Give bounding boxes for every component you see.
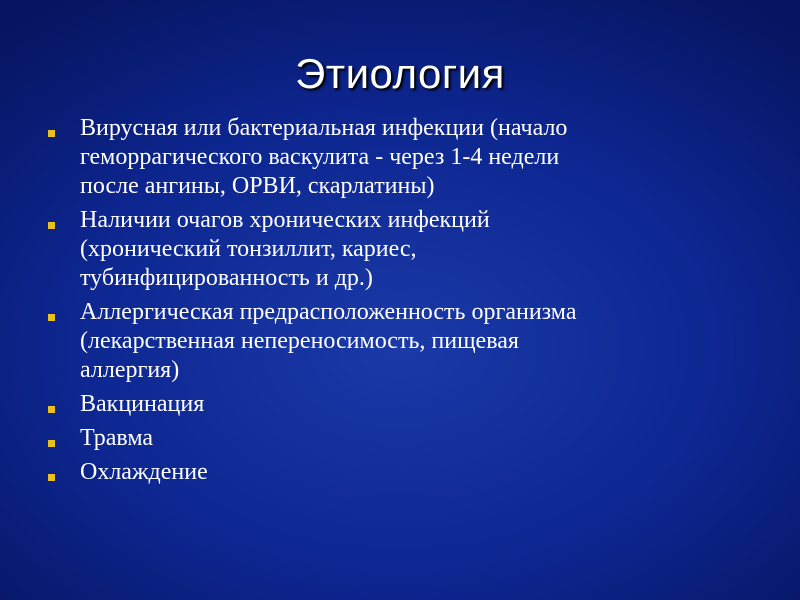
- bullet-item: [44, 424, 734, 453]
- slide-title: Этиология: [295, 50, 505, 97]
- bullet-line: после ангины, ОРВИ, скарлатины): [80, 173, 435, 199]
- bullet-line: Вирусная или бактериальная инфекции (начало: [80, 115, 568, 141]
- square-bullet-icon: [48, 314, 55, 321]
- bullet-line: Наличии очагов хронических инфекций: [80, 207, 490, 233]
- bullet-line: (лекарственная непереносимость, пищевая: [80, 328, 519, 354]
- square-bullet-icon: [48, 406, 55, 413]
- bullet-line: Аллергическая предрасположенность организма: [80, 299, 577, 325]
- bullet-item: [44, 114, 734, 201]
- square-bullet-icon: [48, 440, 55, 447]
- square-bullet-icon: [48, 222, 55, 229]
- bullet-item: [44, 458, 734, 487]
- bullet-line: тубинфицированность и др.): [80, 265, 373, 291]
- bullet-line: Охлаждение: [80, 459, 208, 485]
- square-bullet-icon: [48, 130, 55, 137]
- bullet-item: [44, 206, 734, 293]
- bullet-line: аллергия): [80, 357, 180, 383]
- bullet-item: [44, 390, 734, 419]
- bullet-line: Вакцинация: [80, 391, 205, 417]
- bullet-line: (хронический тонзиллит, кариес,: [80, 236, 417, 262]
- bullet-line: геморрагического васкулита - через 1-4 недели: [80, 144, 560, 170]
- bullet-item: [44, 298, 734, 385]
- bullet-list: [44, 114, 734, 492]
- bullet-line: Травма: [80, 425, 153, 451]
- square-bullet-icon: [48, 474, 55, 481]
